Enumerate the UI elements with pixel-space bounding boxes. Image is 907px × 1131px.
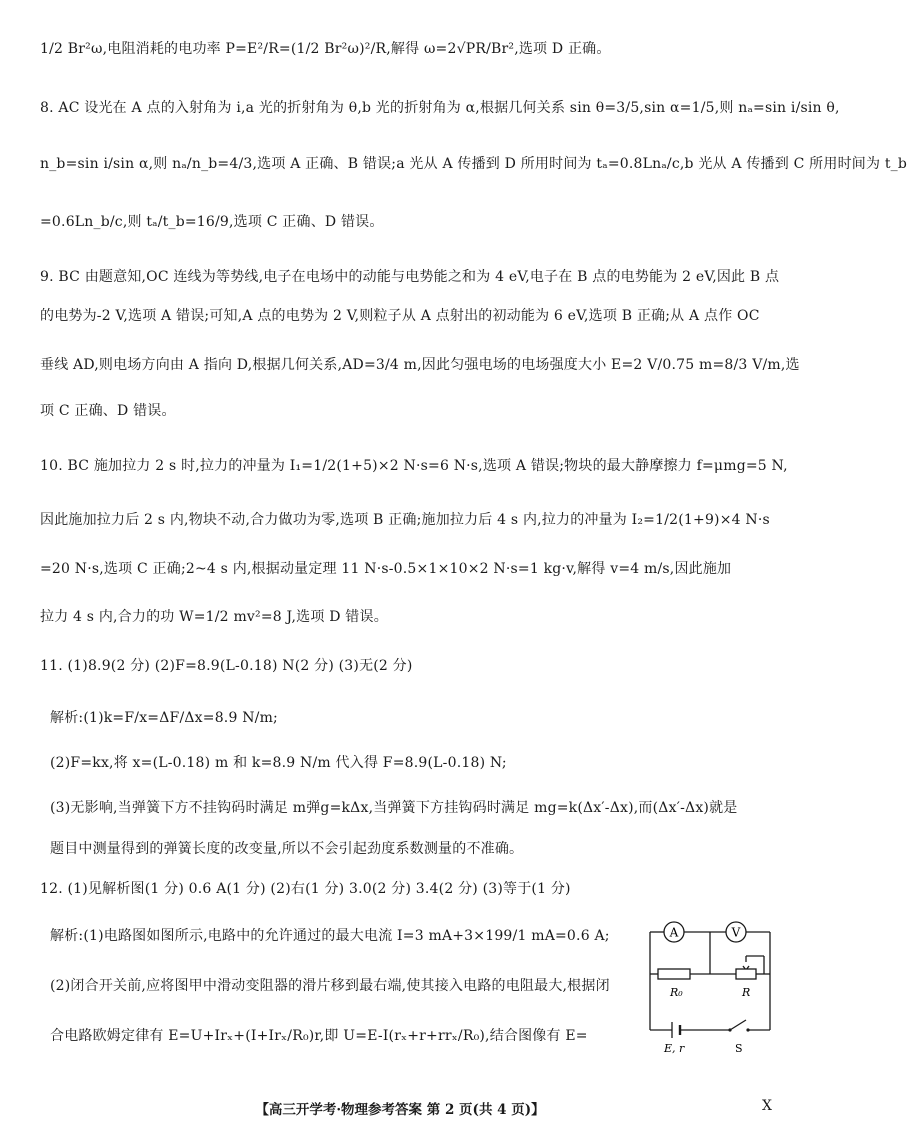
text-line: n_b=sin i/sin α,则 nₐ/n_b=4/3,选项 A 正确、B 错误;a 光从 A 传播到 D 所用时间为 tₐ=0.8Lnₐ/c,b 光从 A 传播到 C 所用时间为 t_b <box>40 156 907 172</box>
text-line: 题目中测量得到的弹簧长度的改变量,所以不会引起劲度系数测量的不准确。 <box>50 841 524 857</box>
text-line: 11. (1)8.9(2 分) (2)F=8.9(L-0.18) N(2 分) (3)无(2 分) <box>40 658 413 674</box>
text-line: 9. BC 由题意知,OC 连线为等势线,电子在电场中的动能与电势能之和为 4 eV,电子在 B 点的电势能为 2 eV,因此 B 点 <box>40 269 780 285</box>
text-line: 解析:(1)k=F/x=ΔF/Δx=8.9 N/m; <box>50 710 278 726</box>
slide-rheostat-r <box>736 969 756 979</box>
text-line: (2)闭合开关前,应将图甲中滑动变阻器的滑片移到最右端,使其接入电路的电阻最大,根据闭 <box>50 978 610 994</box>
ammeter-icon <box>664 922 684 942</box>
text-line: (2)F=kx,将 x=(L-0.18) m 和 k=8.9 N/m 代入得 F=8.9(L-0.18) N; <box>50 755 507 771</box>
text-line: =20 N·s,选项 C 正确;2~4 s 内,根据动量定理 11 N·s-0.5×1×10×2 N·s=1 kg·v,解得 v=4 m/s,因此施加 <box>40 561 732 577</box>
svg-text:V: V <box>731 925 741 940</box>
text-line: 10. BC 施加拉力 2 s 时,拉力的冲量为 I₁=1/2(1+5)×2 N·s=6 N·s,选项 A 错误;物块的最大静摩擦力 f=μmg=5 N, <box>40 458 788 474</box>
text-line: 垂线 AD,则电场方向由 A 指向 D,根据几何关系,AD=3/4 m,因此匀强电场的电场强度大小 E=2 V/0.75 m=8/3 V/m,选 <box>40 357 800 373</box>
text-line: 12. (1)见解析图(1 分) 0.6 A(1 分) (2)右(1 分) 3.0(2 分) 3.4(2 分) (3)等于(1 分) <box>40 881 571 897</box>
text-line: 项 C 正确、D 错误。 <box>40 403 176 419</box>
switch-label: S <box>735 1042 743 1055</box>
text-line: (3)无影响,当弹簧下方不挂钩码时满足 m弹g=kΔx,当弹簧下方挂钩码时满足 mg=k(Δx′-Δx),而(Δx′-Δx)就是 <box>50 800 738 816</box>
r0-label: R₀ <box>670 986 683 999</box>
corner-mark: X <box>762 1098 772 1114</box>
text-line: =0.6Ln_b/c,则 tₐ/t_b=16/9,选项 C 正确、D 错误。 <box>40 214 384 230</box>
circuit-diagram <box>640 912 780 1057</box>
text-line: 1/2 Br²ω,电阻消耗的电功率 P=E²/R=(1/2 Br²ω)²/R,解得 ω=2√PR/Br²,选项 D 正确。 <box>40 41 611 57</box>
text-line: 解析:(1)电路图如图所示,电路中的允许通过的最大电流 I=3 mA+3×199/1 mA=0.6 A; <box>50 928 610 944</box>
text-line: 8. AC 设光在 A 点的入射角为 i,a 光的折射角为 θ,b 光的折射角为 α,根据几何关系 sin θ=3/5,sin α=1/5,则 nₐ=sin i/sin θ, <box>40 100 840 116</box>
text-line: 因此施加拉力后 2 s 内,物块不动,合力做功为零,选项 B 正确;施加拉力后 4 s 内,拉力的冲量为 I₂=1/2(1+9)×4 N·s <box>40 512 770 528</box>
svg-text:A: A <box>669 925 679 940</box>
page-footer: 【高三开学考·物理参考答案 第 2 页(共 4 页)】 <box>255 1102 545 1118</box>
voltmeter-icon <box>726 922 746 942</box>
battery-icon <box>672 1022 680 1038</box>
text-line: 合电路欧姆定律有 E=U+Irₓ+(I+Irₓ/R₀)r,即 U=E-I(rₓ+r+rrₓ/R₀),结合图像有 E= <box>50 1028 588 1044</box>
text-line: 拉力 4 s 内,合力的功 W=1/2 mv²=8 J,选项 D 错误。 <box>40 609 388 625</box>
r-label: R <box>742 986 751 999</box>
source-label: E, r <box>664 1042 685 1055</box>
text-line: 的电势为-2 V,选项 A 错误;可知,A 点的电势为 2 V,则粒子从 A 点射出的初动能为 6 eV,选项 B 正确;从 A 点作 OC <box>40 308 760 324</box>
resistor-r0 <box>658 969 690 979</box>
